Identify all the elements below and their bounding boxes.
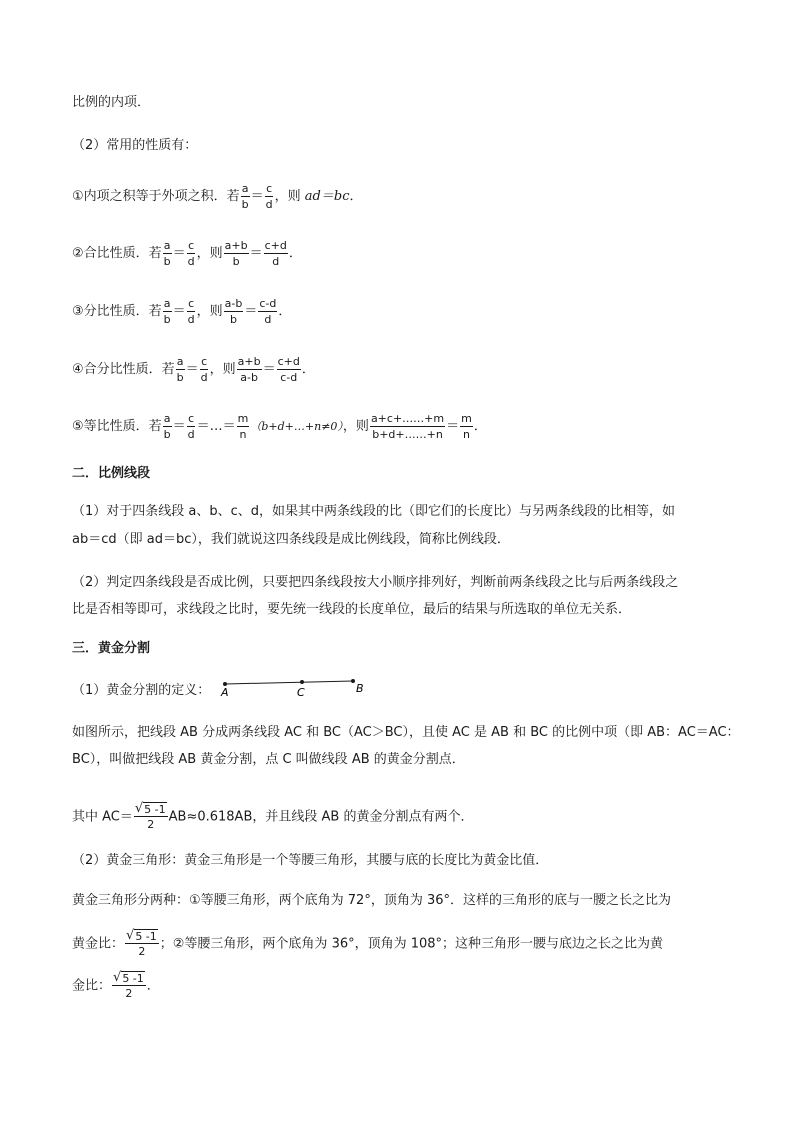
text-line: 如图所示，把线段 AB 分成两条线段 AC 和 BC（AC＞BC），且使 AC 是 AB 和 BC 的比例中项（即 AB：AC＝AC： [72, 725, 740, 740]
text-line: （2）判定四条线段是否成比例，只要把四条线段按大小顺序排列好，判断前两条线段之比与后两条线段之 [72, 575, 679, 590]
section-heading: 三．黄金分割 [72, 641, 151, 656]
point-b [351, 679, 355, 683]
label-c: C [297, 686, 305, 699]
label-a: A [221, 686, 229, 699]
golden-triangle-line: 金比： √ 5 -1 2 ． [72, 970, 160, 1000]
point-c [300, 680, 304, 684]
fraction: $\frac{c}{d}$ [265, 182, 273, 211]
text-line: BC），叫做把线段 AB 黄金分割，点 C 叫做线段 AB 的黄金分割点． [72, 752, 465, 767]
golden-definition: （1）黄金分割的定义： [72, 683, 211, 698]
golden-triangle-line: 黄金比： √ 5 -1 2 ；②等腰三角形，两个底角为 36°，顶角为 108°；这种三角形一腰与底边之长之比为黄 [72, 928, 664, 958]
text-line: 比是否相等即可，求线段之比时，要先统一线段的长度单位，最后的结果与所选取的单位无关系． [72, 602, 632, 617]
golden-ratio-line: 其中 AC＝ √ 5 -1 2 AB≈0.618AB，并且线段 AB 的黄金分割点有两个． [72, 801, 474, 831]
text-line: （2）常用的性质有： [72, 138, 198, 153]
property-label: ①内项之积等于外项之积．若 [72, 189, 240, 204]
text-line: （1）对于四条线段 a、b、c、d，如果其中两条线段的比（即它们的长度比）与另两条线段的比相等，如 [72, 504, 676, 519]
property-5: ⑤等比性质．若 $\frac{a}{b}$ ＝ $\frac{c}{d}$ ＝…＝ $\frac{m}{n}$ （b+d+…+n≠0），则 $\frac{a+c+\dots\dots+m}{b+d+\dots\dots+n}$ ＝ $\frac{m}{n}$ ． [72, 412, 487, 441]
text-line: ab＝cd（即 ad＝bc），我们就说这四条线段是成比例线段，简称比例线段． [72, 532, 510, 547]
section-heading: 二．比例线段 [72, 466, 151, 481]
golden-section-diagram [215, 674, 375, 704]
property-3: ③分比性质．若 $\frac{a}{b}$ ＝ $\frac{c}{d}$ ，则 $\frac{a-b}{b}$ ＝ $\frac{c-d}{d}$ ． [72, 297, 292, 326]
text-line: （2）黄金三角形：黄金三角形是一个等腰三角形，其腰与底的长度比为黄金比值． [72, 853, 549, 868]
label-b: B [356, 682, 364, 695]
property-4: ④合分比性质．若 $\frac{a}{b}$ ＝ $\frac{c}{d}$ ，则 $\frac{a+b}{a-b}$ ＝ $\frac{c+d}{c-d}$ ． [72, 355, 315, 384]
text-line: 黄金三角形分两种：①等腰三角形，两个底角为 72°，顶角为 36°．这样的三角形的底与一腰之长之比为 [72, 893, 672, 908]
text-line: 比例的内项． [72, 95, 151, 110]
fraction: $\frac{a}{b}$ [241, 182, 249, 211]
property-1: ①内项之积等于外项之积．若 $\frac{a}{b}$ ＝ $\frac{c}{d}$ ，则 ad＝bc． [72, 182, 363, 211]
property-2: ②合比性质．若 $\frac{a}{b}$ ＝ $\frac{c}{d}$ ，则 $\frac{a+b}{b}$ ＝ $\frac{c+d}{d}$ ． [72, 239, 302, 268]
segment-ab [225, 681, 353, 684]
